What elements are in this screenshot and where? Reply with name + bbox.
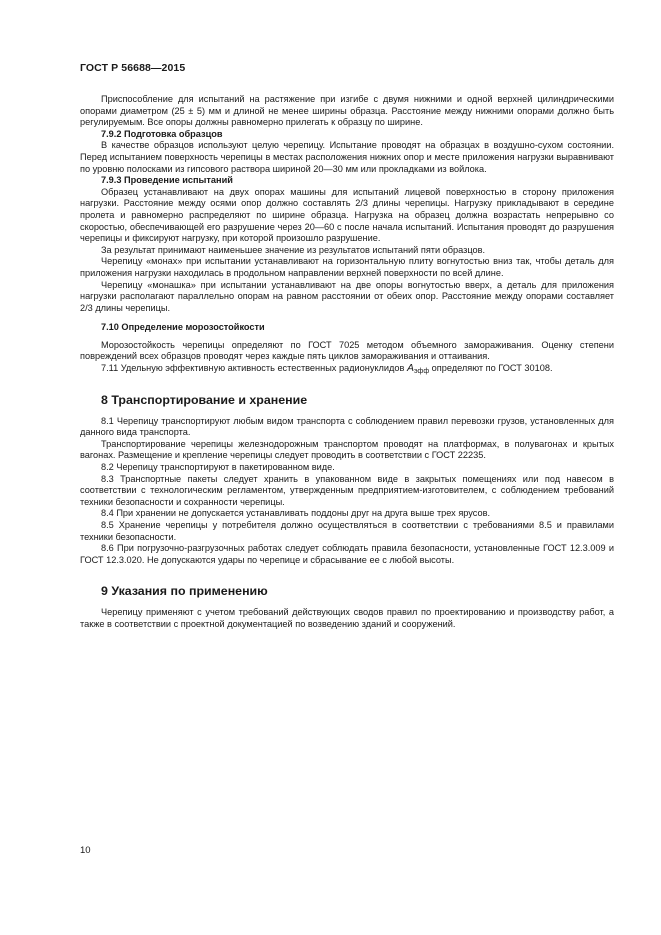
section-heading-9: 9 Указания по применению [101, 584, 268, 599]
page-number: 10 [80, 845, 91, 856]
section-heading-8: 8 Транспортирование и хранение [101, 392, 308, 407]
paragraph-radionuclides [80, 363, 614, 378]
heading-7-10: 7.10 Определение морозостойкости [101, 322, 265, 333]
heading-7-9-3: 7.9.3 Проведение испытаний [101, 175, 233, 186]
paragraph-8-2: 8.2 Черепицу транспортируют в пакетированном виде. [101, 462, 335, 473]
paragraph-8-4: 8.4 При хранении не допускается устанавливать поддоны друг на друга выше трех ярусов. [101, 508, 491, 519]
paragraph-8-1: 8.1 Черепицу транспортируют любым видом транспорта с соблюдением правил перевозки грузов, установленных для данного вида транспорта. [80, 415, 614, 438]
document-body [80, 94, 614, 631]
paragraph-monashka: Черепицу «монашка» при испытании устанавливают на две опоры вогнутостью вверх, а деталь для приложения нагрузки располагают параллельно опорам на равном расстоянии от обеих опор. Расстояние между опорами составляет 2/3 длины черепицы. [80, 279, 614, 313]
document-header: ГОСТ Р 56688—2015 [80, 62, 186, 74]
paragraph-test-procedure: Образец устанавливают на двух опорах машины для испытаний лицевой поверхностью в сторону приложения нагрузки. Расстояние между осями опор должно составлять 2/3 длины черепицы. Нагрузку прикладывают в середине пролета и равномерно распределяют по ширине образца. Нагрузка на образец должна возрастать непрерывно со скоростью, обеспечивающей его разрушение через 20—60 с после начала испытаний. Испытания проводят до разрушения черепицы и фиксируют нагрузку, при которой произошло разрушение. [80, 186, 614, 244]
paragraph-9: Черепицу применяют с учетом требований действующих сводов правил по проектированию и производству работ, а также в соответствии с проектной документацией по возведению зданий и сооружений. [80, 607, 614, 629]
heading-7-9-2: 7.9.2 Подготовка образцов [101, 128, 223, 139]
paragraph-specimen-prep: В качестве образцов используют целую черепицу. Испытание проводят на образцах в воздушно-сухом состоянии. Перед испытанием поверхность черепицы в местах расположения нижних опор и месте приложения нагрузки выравнивают по уровню полосками из гипсового раствора шириной 20—30 мм или прокладками из войлока. [80, 140, 614, 174]
radionuclides-text-pre: 7.11 Удельную эффективную активность естественных радионуклидов [101, 363, 407, 374]
activity-subscript: эфф [413, 368, 430, 376]
paragraph-8-3: 8.3 Транспортные пакеты следует хранить в упакованном виде в закрытых помещениях или под навесом в соответствии с технологическим регламентом, утвержденным предприятием-изготовителем, с соблюдением требований техники безопасности и сохранности черепицы. [80, 473, 614, 507]
activity-symbol: A [406, 362, 414, 375]
paragraph-apparatus: Приспособление для испытаний на растяжение при изгибе с двумя нижними и одной верхней цилиндрическими опорами диаметром (25 ± 5) мм и длиной не менее ширины образца. Расстояние между нижними опорами должно быть регулируемым. Все опоры должны равномерно прилегать к образцу по ширине. [80, 94, 614, 128]
radionuclides-text-post: определяют по ГОСТ 30108. [429, 363, 553, 374]
paragraph-frost-resistance: Морозостойкость черепицы определяют по ГОСТ 7025 методом объемного замораживания. Оценку степени повреждений всех образцов проводят через каждые пять циклов замораживания и оттаивания. [80, 339, 614, 362]
paragraph-8-5: 8.5 Хранение черепицы у потребителя должно осуществляться в соответствии с требованиями 8.5 и правилами техники безопасности. [80, 520, 614, 542]
paragraph-test-result: За результат принимают наименьшее значение из результатов испытаний пяти образцов. [101, 244, 486, 255]
paragraph-8-1-rail: Транспортирование черепицы железнодорожным транспортом проводят на платформах, в полувагонах и крытых вагонах. Размещение и крепление черепицы следует проводить в соответствии с ГОСТ 22235. [80, 438, 614, 461]
paragraph-monakh: Черепицу «монах» при испытании устанавливают на горизонтальную плиту вогнутостью вниз так, чтобы деталь для приложения нагрузки находилась в продольном направлении верхней поверхности по всей длине. [80, 256, 614, 278]
paragraph-8-6: 8.6 При погрузочно-разгрузочных работах следует соблюдать правила безопасности, установленные ГОСТ 12.3.009 и ГОСТ 12.3.020. Не допускаются удары по черепице и сбрасывание ее с любой высоты. [80, 543, 614, 565]
